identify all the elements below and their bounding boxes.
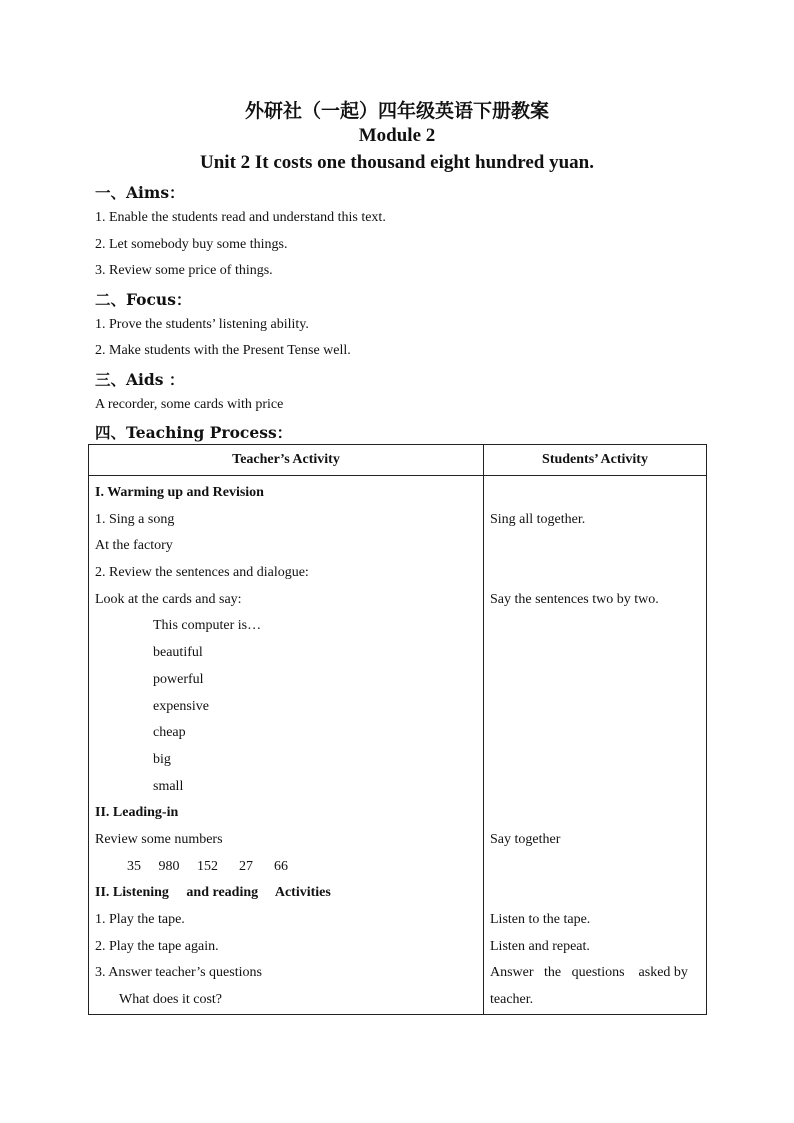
aims-heading: 一、Aims： [95, 183, 185, 202]
focus-heading: 二、Focus： [95, 290, 192, 309]
teacher-line: Look at the cards and say: [95, 591, 242, 607]
student-line [490, 613, 706, 640]
teacher-line: At the factory [95, 538, 173, 554]
aids-heading: 三、Aids ： [95, 370, 185, 389]
process-heading: 四、Teaching Process： [95, 423, 293, 442]
teacher-line: big [153, 751, 171, 767]
teacher-line: II. Listening and reading Activities [95, 885, 331, 901]
teacher-line: 35 980 152 27 66 [127, 858, 288, 874]
teacher-line: expensive [153, 698, 209, 714]
student-line [490, 560, 706, 587]
aids-text: A recorder, some cards with price [95, 397, 284, 412]
students-activity-cell [484, 476, 707, 1015]
student-line [490, 533, 706, 560]
teacher-activity-cell [89, 476, 484, 1015]
aims-item: 3. Review some price of things. [95, 263, 273, 278]
student-line [490, 800, 706, 827]
focus-item: 1. Prove the students’ listening ability. [95, 317, 309, 332]
unit-title: Unit 2 It costs one thousand eight hundred yuan. [200, 152, 594, 173]
aims-item: 1. Enable the students read and understand this text. [95, 210, 386, 225]
student-line: Answer the questions asked by [490, 965, 688, 981]
teaching-process-table [88, 444, 707, 1015]
teacher-line: This computer is… [153, 618, 262, 634]
student-line: Listen to the tape. [490, 912, 591, 927]
students-activity-header: Students’ Activity [484, 445, 707, 476]
teacher-line: What does it cost? [119, 992, 223, 1008]
teacher-line: II. Leading-in [95, 805, 179, 821]
student-line: teacher. [490, 992, 534, 1008]
student-line [490, 774, 706, 801]
teacher-line: beautiful [153, 645, 203, 661]
student-line [490, 667, 706, 694]
teacher-line: powerful [153, 671, 204, 687]
teacher-line: 1. Sing a song [95, 511, 175, 527]
student-line: Sing all together. [490, 511, 586, 527]
teacher-line: I. Warming up and Revision [95, 485, 264, 500]
teacher-activity-header: Teacher’s Activity [89, 445, 484, 476]
student-line: Say the sentences two by two. [490, 591, 659, 607]
teacher-line: 1. Play the tape. [95, 912, 185, 927]
table-header-row [89, 445, 707, 476]
student-line [490, 640, 706, 667]
student-line: Say together [490, 831, 561, 847]
focus-item: 2. Make students with the Present Tense well. [95, 343, 351, 358]
student-line: Listen and repeat. [490, 938, 590, 954]
student-line [490, 880, 706, 907]
aims-item: 2. Let somebody buy some things. [95, 237, 288, 252]
teacher-line: Review some numbers [95, 831, 223, 847]
module-title: Module 2 [358, 125, 436, 146]
teacher-line: 2. Review the sentences and dialogue: [95, 565, 309, 581]
student-line [490, 854, 706, 881]
teacher-line: small [153, 778, 184, 794]
teacher-line: cheap [153, 725, 186, 741]
document-title: 外研社（一起）四年级英语下册教案 [244, 100, 549, 122]
table-row [89, 476, 707, 1015]
student-line [490, 480, 706, 507]
student-line [490, 720, 706, 747]
teacher-line: 3. Answer teacher’s questions [95, 965, 262, 981]
student-line [490, 694, 706, 721]
teacher-line: 2. Play the tape again. [95, 938, 219, 954]
student-line [490, 747, 706, 774]
